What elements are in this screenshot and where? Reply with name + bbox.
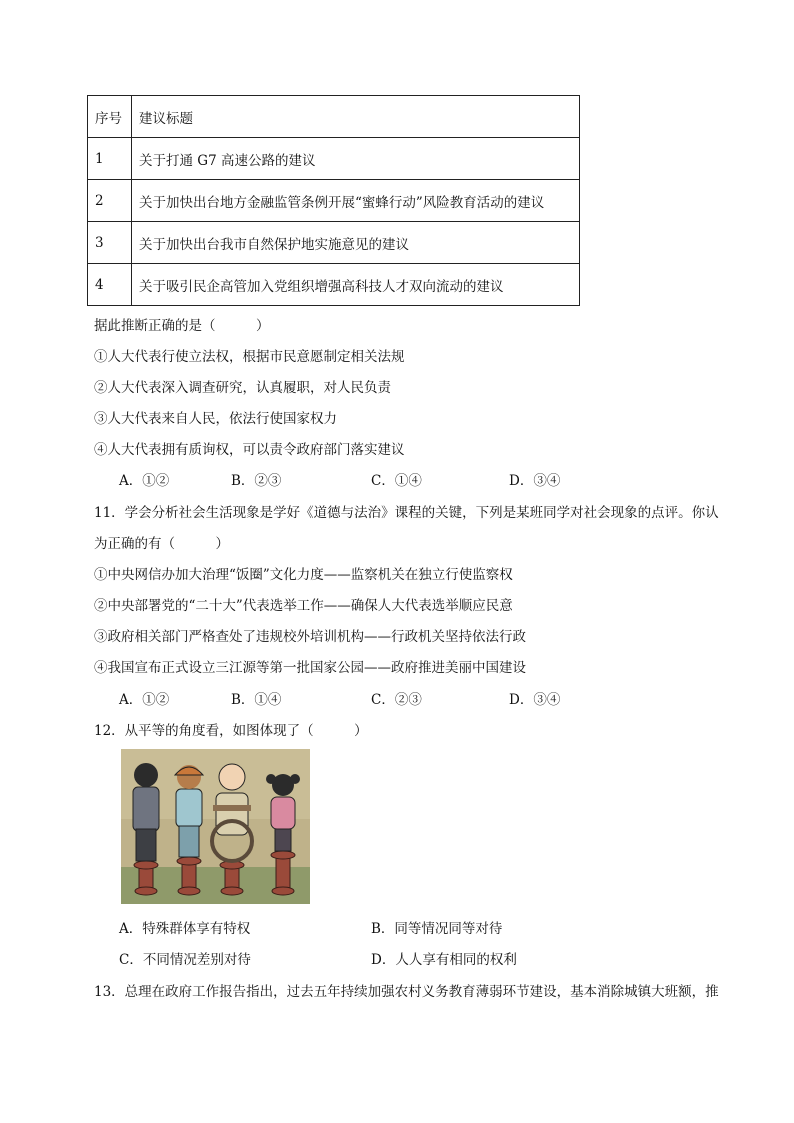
table-cell-index: 2	[88, 180, 132, 222]
q11-statement: ④我国宣布正式设立三江源等第一批国家公园——政府推进美丽中国建设	[94, 660, 526, 676]
q11-stem-continued: 为正确的有（ ）	[94, 536, 229, 552]
table-row	[88, 222, 580, 264]
proposal-table	[87, 95, 580, 306]
table-cell-title: 关于加快出台地方金融监管条例开展“蜜蜂行动”风险教育活动的建议	[132, 180, 580, 222]
q10-option-b[interactable]: B．②③	[231, 473, 282, 489]
table-row	[88, 264, 580, 306]
q10-statement: ①人大代表行使立法权，根据市民意愿制定相关法规	[94, 349, 405, 365]
q12-option-a[interactable]: A．特殊群体享有特权	[119, 921, 251, 937]
q13-stem: 13．总理在政府工作报告指出，过去五年持续加强农村义务教育薄弱环节建设，基本消除城镇大班额，推	[94, 984, 719, 1000]
q11-statement: ①中央网信办加大治理“饭圈”文化力度——监察机关在独立行使监察权	[94, 567, 513, 583]
q10-statement: ③人大代表来自人民，依法行使国家权力	[94, 411, 337, 427]
q11-stem: 11．学会分析社会生活现象是学好《道德与法治》课程的关键，下列是某班同学对社会现象的点评。你认	[94, 505, 719, 521]
q10-stem: 据此推断正确的是（ ）	[94, 318, 270, 334]
q10-statement: ④人大代表拥有质询权，可以责令政府部门落实建议	[94, 442, 405, 458]
q11-option-b[interactable]: B．①④	[231, 692, 282, 708]
q11-statement: ②中央部署党的“二十大”代表选举工作——确保人大代表选举顺应民意	[94, 598, 513, 614]
equality-cartoon-illustration	[121, 749, 310, 904]
table-header-index: 序号	[88, 96, 132, 138]
q11-statement: ③政府相关部门严格查处了违规校外培训机构——行政机关坚持依法行政	[94, 629, 526, 645]
q12-option-b[interactable]: B．同等情况同等对待	[371, 921, 503, 937]
table-cell-index: 4	[88, 264, 132, 306]
table-header-row	[88, 96, 580, 138]
table-row	[88, 138, 580, 180]
q11-option-c[interactable]: C．②③	[371, 692, 422, 708]
table-cell-index: 1	[88, 138, 132, 180]
table-cell-index: 3	[88, 222, 132, 264]
q10-option-d[interactable]: D．③④	[509, 473, 561, 489]
q11-option-d[interactable]: D．③④	[509, 692, 561, 708]
q12-option-d[interactable]: D．人人享有相同的权利	[371, 952, 517, 968]
q11-option-a[interactable]: A．①②	[119, 692, 170, 708]
table-cell-title: 关于加快出台我市自然保护地实施意见的建议	[132, 222, 580, 264]
table-cell-title: 关于吸引民企高管加入党组织增强高科技人才双向流动的建议	[132, 264, 580, 306]
table-header-title: 建议标题	[132, 96, 580, 138]
q12-option-c[interactable]: C．不同情况差别对待	[119, 952, 251, 968]
q10-option-c[interactable]: C．①④	[371, 473, 422, 489]
table-cell-title: 关于打通 G7 高速公路的建议	[132, 138, 580, 180]
q10-statement: ②人大代表深入调查研究，认真履职，对人民负责	[94, 380, 391, 396]
q10-option-a[interactable]: A．①②	[119, 473, 170, 489]
table-row	[88, 180, 580, 222]
q12-stem: 12．从平等的角度看，如图体现了（ ）	[94, 723, 368, 739]
